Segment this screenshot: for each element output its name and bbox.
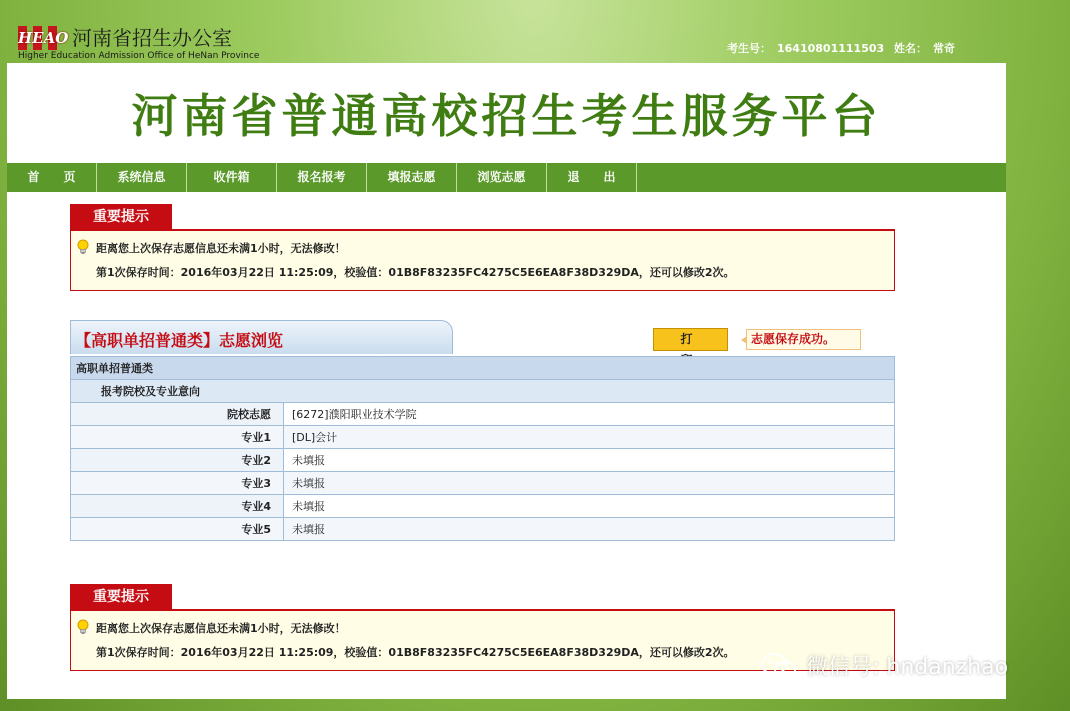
table-category: 高职单招普通类: [71, 357, 895, 380]
print-button[interactable]: 打: [653, 328, 728, 351]
row-value: [DL]会计: [284, 426, 895, 449]
banner: [7, 63, 1006, 163]
notice-tab: 重要提示: [70, 204, 172, 230]
candidate-number: 16410801111503: [777, 42, 885, 55]
row-value: 未填报: [284, 518, 895, 541]
nav-fill-preferences[interactable]: 填报志愿: [367, 163, 457, 192]
table-row: [71, 403, 895, 426]
table-row: [71, 518, 895, 541]
candidate-label: 考生号：: [727, 42, 771, 55]
notice-detail: 第1次保存时间：2016年03月22日 11:25:09，校验值：01B8F83235FC4275C5E6EA8F38D329DA，还可以修改2次。: [96, 266, 735, 279]
table-row: [71, 449, 895, 472]
preference-table: [70, 356, 895, 541]
org-logo[interactable]: [18, 26, 278, 62]
section-title: 【高职单招普通类】志愿浏览: [75, 331, 284, 350]
table-row: [71, 472, 895, 495]
nav-logout[interactable]: 退 出: [547, 163, 637, 192]
table-row: [71, 426, 895, 449]
notice-tab: 重要提示: [70, 584, 172, 610]
save-success-tip: 志愿保存成功。: [746, 329, 861, 350]
org-name-en: Higher Education Admission Office of HeNan Province: [18, 51, 260, 61]
user-info: [727, 40, 961, 56]
main-nav: [7, 163, 1006, 192]
table-subheader-row: [71, 380, 895, 403]
nav-inbox[interactable]: 收件箱: [187, 163, 277, 192]
wechat-watermark: [760, 648, 1040, 684]
table-row: [71, 495, 895, 518]
lightbulb-icon: [76, 619, 90, 635]
row-label: 专业3: [71, 472, 284, 495]
row-label: 院校志愿: [71, 403, 284, 426]
candidate-name: 常奇: [933, 42, 955, 55]
row-value: [6272]濮阳职业技术学院: [284, 403, 895, 426]
org-name: 河南省招生办公室: [72, 26, 232, 50]
table-category-row: [71, 357, 895, 380]
row-value: 未填报: [284, 495, 895, 518]
row-label: 专业2: [71, 449, 284, 472]
row-label: 专业5: [71, 518, 284, 541]
nav-browse-preferences[interactable]: 浏览志愿: [457, 163, 547, 192]
notice-box: [70, 231, 895, 291]
row-value: 未填报: [284, 449, 895, 472]
row-label: 专业4: [71, 495, 284, 518]
notice-message: 距离您上次保存志愿信息还未满1小时，无法修改！: [96, 622, 346, 635]
platform-title: 河南省普通高校招生考生服务平台: [131, 89, 882, 143]
name-label: 姓名：: [894, 42, 927, 55]
nav-home[interactable]: 首 页: [7, 163, 97, 192]
wechat-icon: [760, 652, 798, 682]
heao-logo-icon: HEAO: [18, 26, 68, 50]
main-panel: [7, 63, 1009, 699]
table-subheader: 报考院校及专业意向: [71, 380, 895, 403]
notice-message: 距离您上次保存志愿信息还未满1小时，无法修改！: [96, 242, 346, 255]
notice-detail: 第1次保存时间：2016年03月22日 11:25:09，校验值：01B8F83235FC4275C5E6EA8F38D329DA，还可以修改2次。: [96, 646, 735, 659]
lightbulb-icon: [76, 239, 90, 255]
nav-system-info[interactable]: 系统信息: [97, 163, 187, 192]
section-tab: [70, 320, 453, 354]
watermark-text: 微信号: hndanzhao: [806, 655, 1009, 680]
row-label: 专业1: [71, 426, 284, 449]
nav-registration[interactable]: 报名报考: [277, 163, 367, 192]
row-value: 未填报: [284, 472, 895, 495]
